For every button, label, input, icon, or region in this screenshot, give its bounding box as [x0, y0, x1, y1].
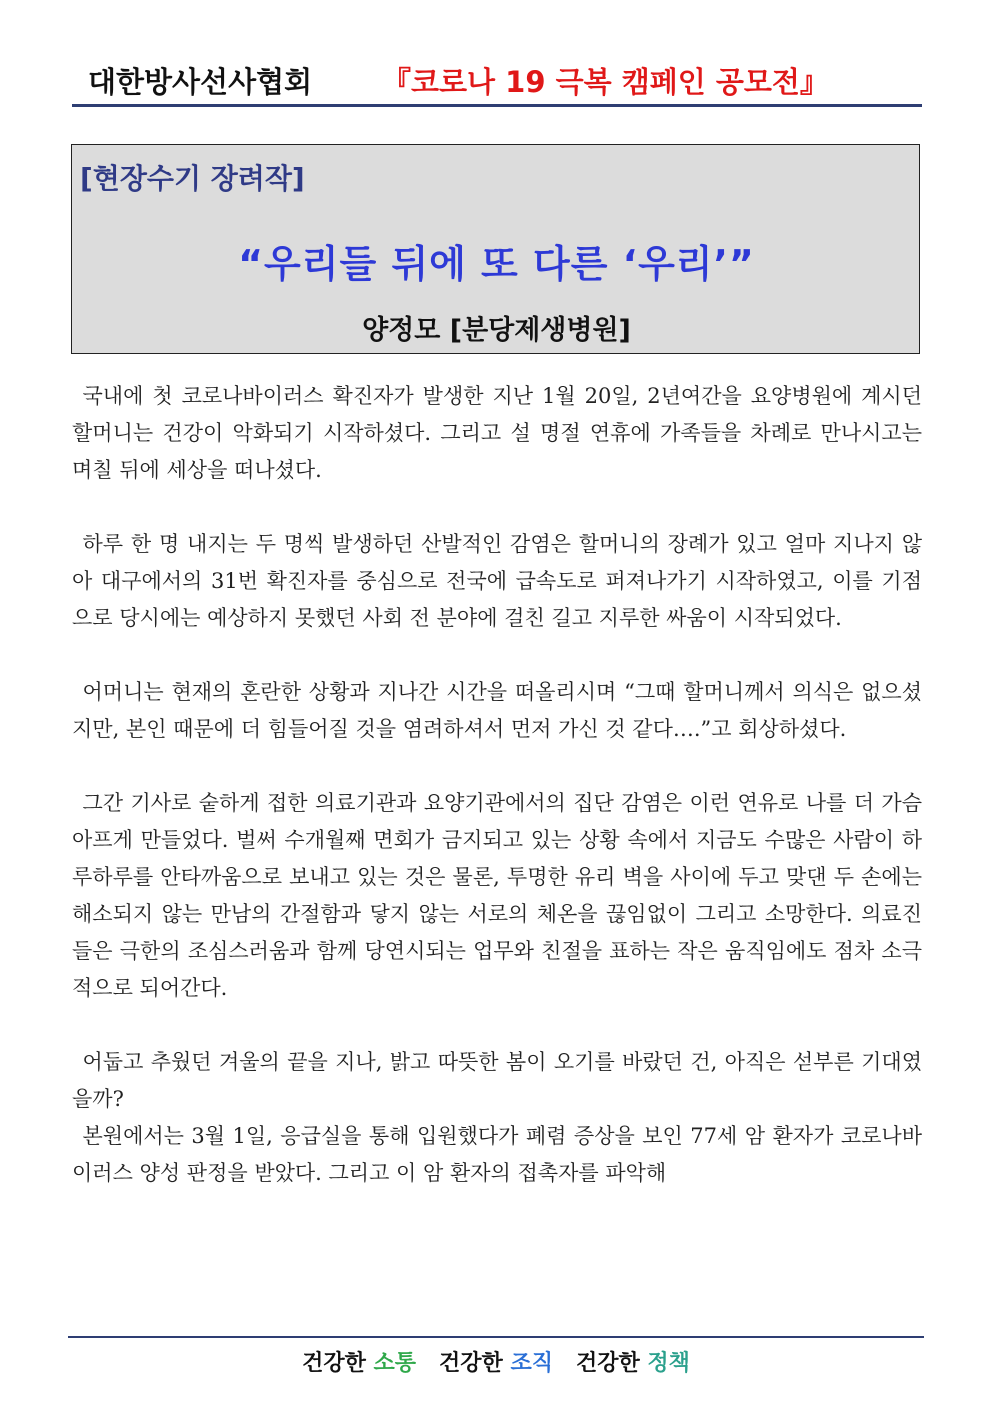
essay-title: “우리들 뒤에 또 다른 ‘우리’”: [238, 242, 755, 286]
footer-slogan: [0, 1346, 992, 1377]
paragraph-4: 그간 기사로 숱하게 접한 의료기관과 요양기관에서의 집단 감염은 이런 연유로 나를 더 가슴 아프게 만들었다. 벌써 수개월째 면회가 금지되고 있는 상황 속에서 지금도 수많은 사람이 하루하루를 안타까움으로 보내고 있는 것은 물론, 투명한 유리 벽을 사이에 두고 맞댄 두 손에는 해소되지 않는 만남의 간절함과 닿지 않는 서로의 체온을 끊임없이 그리고 소망한다. 의료진들은 극한의 조심스러움과 함께 당연시되는 업무와 친절을 표하는 작은 움직임에도 점차 소극적으로 되어간다.: [72, 791, 922, 1000]
paragraph-6: 본원에서는 3월 1일, 응급실을 통해 입원했다가 폐렴 증상을 보인 77세 암 환자가 코로나바이러스 양성 판정을 받았다. 그리고 이 암 환자의 접촉자를 파악해: [72, 1124, 922, 1185]
title-box: [71, 144, 920, 354]
paragraph-5: 어둡고 추웠던 겨울의 끝을 지나, 밝고 따뜻한 봄이 오기를 바랐던 건, 아직은 섣부른 기대였을까?: [72, 1050, 922, 1111]
paragraph-3: 어머니는 현재의 혼란한 상황과 지나간 시간을 떠올리시며 “그때 할머니께서 의식은 없으셨지만, 본인 때문에 더 힘들어질 것을 염려하셔서 먼저 가신 것 같다….”고 회상하셨다.: [72, 680, 922, 741]
slogan-word: 건강한: [302, 1351, 366, 1376]
header-divider: [72, 104, 922, 107]
slogan-word-communication: 소통: [373, 1351, 417, 1376]
organization-name: 대한방사선사협회: [88, 65, 313, 99]
author-line: 양정모 [분당제생병원]: [362, 315, 631, 346]
page-header: [72, 54, 922, 104]
slogan-word: 건강한: [439, 1351, 503, 1376]
campaign-title: 『코로나 19 극복 캠페인 공모전』: [382, 65, 829, 99]
paragraph-gap: [72, 489, 922, 526]
essay-body: [72, 378, 922, 1192]
slogan-word: 건강한: [575, 1351, 640, 1376]
slogan-word-organization: 조직: [510, 1351, 553, 1376]
award-category: [현장수기 장려작]: [80, 162, 305, 195]
slogan-word-policy: 정책: [647, 1351, 690, 1376]
paragraph-1: 국내에 첫 코로나바이러스 확진자가 발생한 지난 1월 20일, 2년여간을 요양병원에 계시던 할머니는 건강이 악화되기 시작하셨다. 그리고 설 명절 연휴에 가족들을 차례로 만나시고는 며칠 뒤에 세상을 떠나셨다.: [72, 384, 922, 482]
paragraph-gap: [72, 748, 922, 785]
footer-divider: [68, 1336, 924, 1338]
paragraph-gap: [72, 1007, 922, 1044]
paragraph-gap: [72, 637, 922, 674]
paragraph-2: 하루 한 명 내지는 두 명씩 발생하던 산발적인 감염은 할머니의 장례가 있고 얼마 지나지 않아 대구에서의 31번 확진자를 중심으로 전국에 급속도로 퍼져나가기 시작하였고, 이를 기점으로 당시에는 예상하지 못했던 사회 전 분야에 걸친 길고 지루한 싸움이 시작되었다.: [72, 532, 922, 630]
